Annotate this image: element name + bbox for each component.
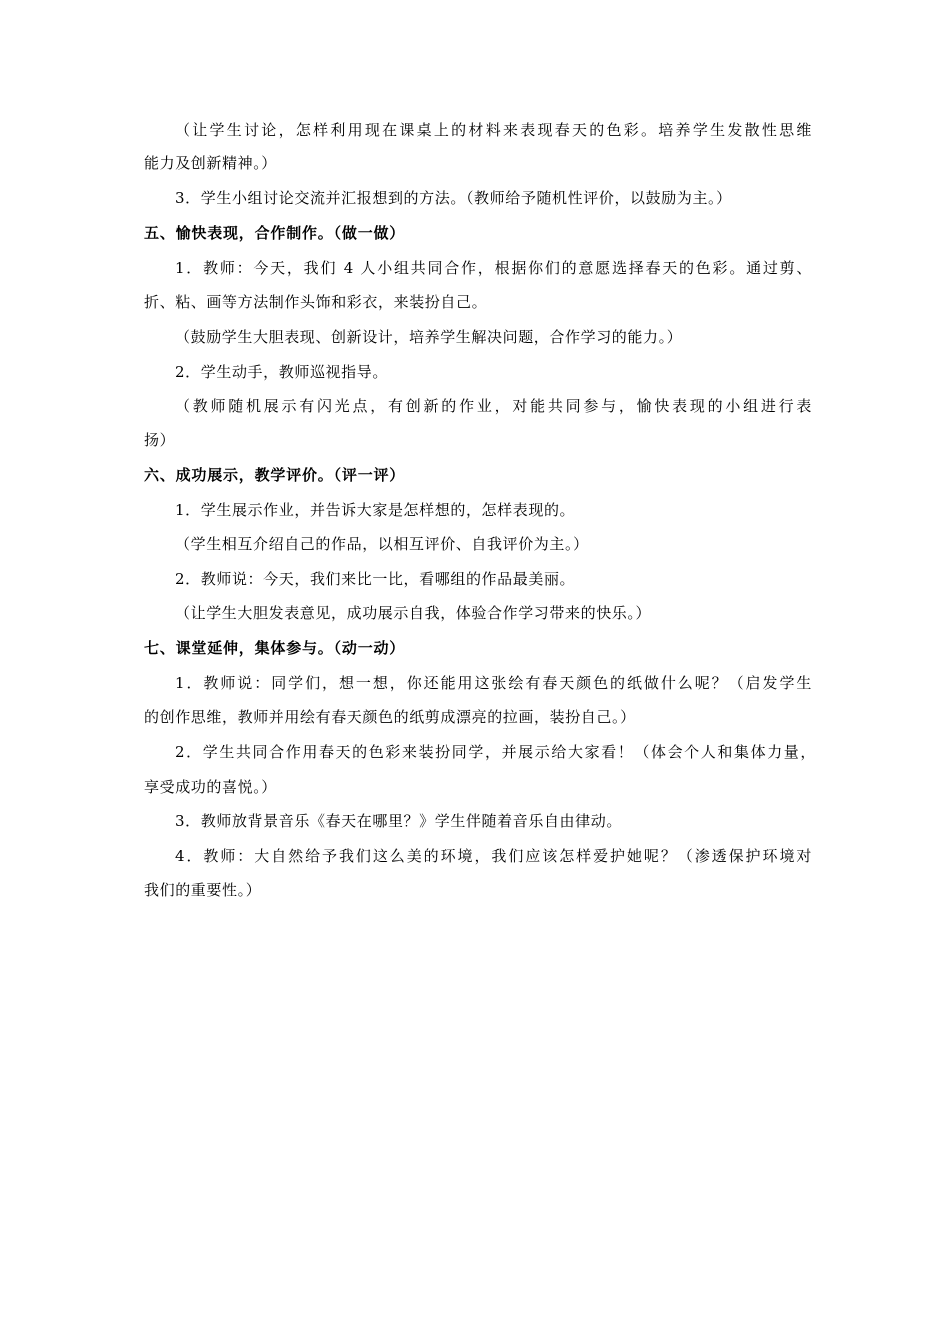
paragraph-line: 能力及创新精神。） <box>144 154 277 172</box>
paragraph-line: 我们的重要性。） <box>144 881 262 899</box>
paragraph-line: （让学生讨论，怎样利用现在课桌上的材料来表现春天的色彩。培养学生发散性思维 <box>175 121 812 139</box>
paragraph-line: 1．教师：今天，我们 4 人小组共同合作，根据你们的意愿选择春天的色彩。通过剪、 <box>175 259 812 277</box>
paragraph-line: 的创作思维，教师并用绘有春天颜色的纸剪成漂亮的拉画，装扮自己。） <box>144 708 636 726</box>
paragraph-line: 3．学生小组讨论交流并汇报想到的方法。（教师给予随机性评价，以鼓励为主。） <box>175 189 732 207</box>
paragraph-line: 2．学生共同合作用春天的色彩来装扮同学，并展示给大家看！（体会个人和集体力量， <box>175 743 816 761</box>
paragraph-line: （让学生大胆发表意见，成功展示自我，体验合作学习带来的快乐。） <box>175 604 652 622</box>
section-heading-6: 六、成功展示，教学评价。（评一评） <box>144 466 406 484</box>
paragraph-line: （教师随机展示有闪光点，有创新的作业，对能共同参与，愉快表现的小组进行表 <box>175 397 812 415</box>
paragraph-line: （学生相互介绍自己的作品，以相互评价、自我评价为主。） <box>175 535 589 553</box>
paragraph-line: 3．教师放背景音乐《春天在哪里？》学生伴随着音乐自由律动。 <box>175 812 622 830</box>
section-heading-5: 五、愉快表现，合作制作。（做一做） <box>144 224 406 242</box>
paragraph-line: 2．学生动手，教师巡视指导。 <box>175 363 388 381</box>
paragraph-line: 1．学生展示作业，并告诉大家是怎样想的，怎样表现的。 <box>175 501 576 519</box>
paragraph-line: 扬） <box>144 431 176 449</box>
section-heading-7: 七、课堂延伸，集体参与。（动一动） <box>144 639 406 657</box>
paragraph-line: （鼓励学生大胆表现、创新设计，培养学生解决问题，合作学习的能力。） <box>175 328 683 346</box>
paragraph-line: 2．教师说：今天，我们来比一比，看哪组的作品最美丽。 <box>175 570 576 588</box>
paragraph-line: 享受成功的喜悦。） <box>144 778 277 796</box>
paragraph-line: 折、粘、画等方法制作头饰和彩衣，来装扮自己。 <box>144 293 488 311</box>
paragraph-line: 1．教师说：同学们，想一想，你还能用这张绘有春天颜色的纸做什么呢？（启发学生 <box>175 674 812 692</box>
paragraph-line: 4．教师：大自然给予我们这么美的环境，我们应该怎样爱护她呢？（渗透保护环境对 <box>175 847 812 865</box>
